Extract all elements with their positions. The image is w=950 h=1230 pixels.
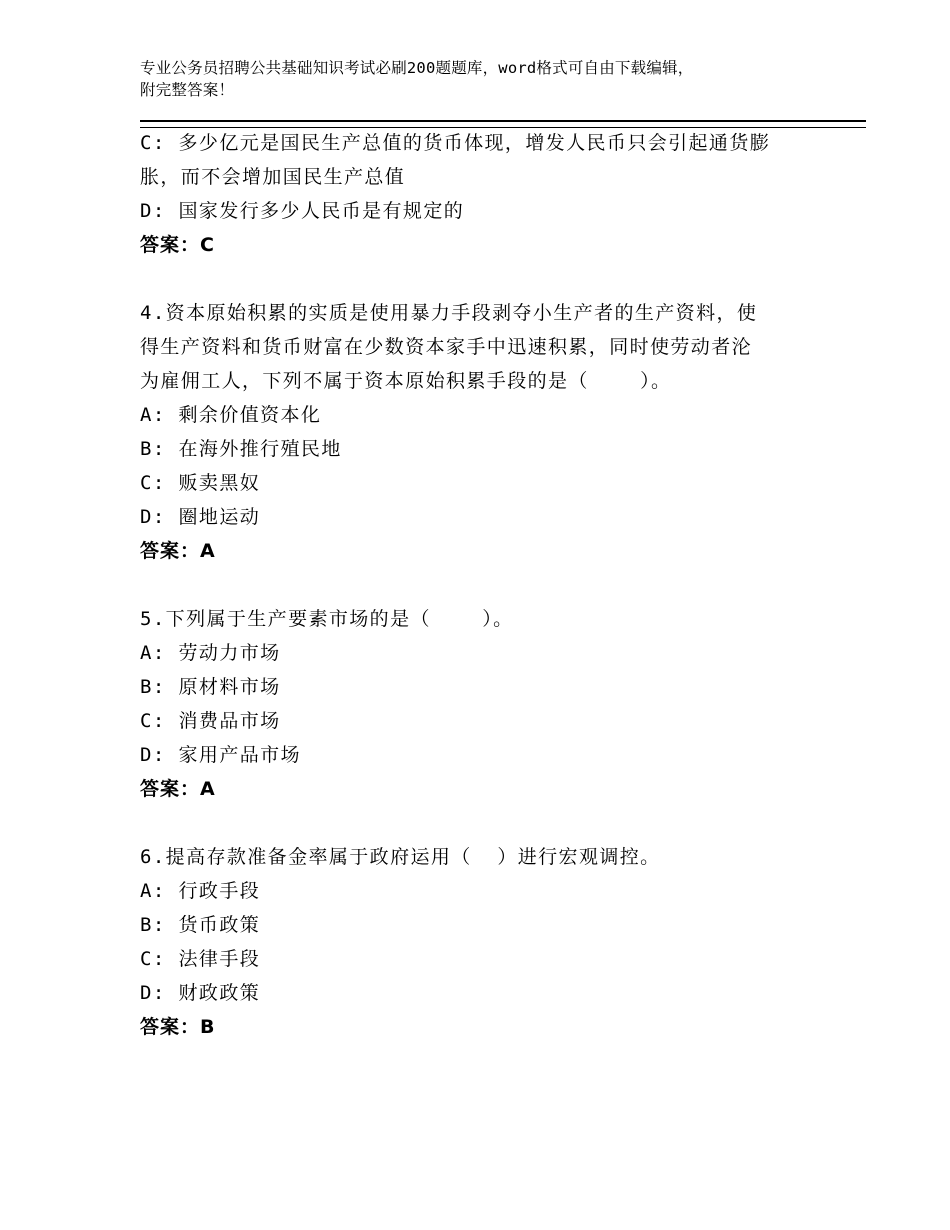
question-stem-line: 5.下列属于生产要素市场的是（ ）。 <box>140 608 514 630</box>
option-c: C: 贩卖黑奴 <box>140 472 261 494</box>
option-a: A: 剩余价值资本化 <box>140 404 322 426</box>
option-a: A: 行政手段 <box>140 880 261 902</box>
option-b: B: 在海外推行殖民地 <box>140 438 342 460</box>
header-line-2: 附完整答案！ <box>140 81 235 99</box>
question-stem-line: 为雇佣工人，下列不属于资本原始积累手段的是（ ）。 <box>140 370 672 392</box>
option-b: B: 货币政策 <box>140 914 261 936</box>
option-c-continued: 胀，而不会增加国民生产总值 <box>140 166 406 188</box>
question-3-continued <box>140 126 812 262</box>
option-d: D: 圈地运动 <box>140 506 261 528</box>
question-stem-line: 6.提高存款准备金率属于政府运用（ ）进行宏观调控。 <box>140 846 661 868</box>
option-c: C: 消费品市场 <box>140 710 281 732</box>
question-list <box>140 126 812 1044</box>
spacer <box>140 568 812 602</box>
answer-line: 答案：C <box>140 234 215 256</box>
page-header <box>140 57 840 101</box>
spacer <box>140 806 812 840</box>
answer-line: 答案：A <box>140 540 216 562</box>
question-stem-line: 得生产资料和货币财富在少数资本家手中迅速积累，同时使劳动者沦 <box>140 336 753 358</box>
option-d: D: 家用产品市场 <box>140 744 301 766</box>
option-b: B: 原材料市场 <box>140 676 281 698</box>
question-stem-line: 4.资本原始积累的实质是使用暴力手段剥夺小生产者的生产资料，使 <box>140 302 758 324</box>
option-d: D: 财政政策 <box>140 982 261 1004</box>
question-5 <box>140 602 812 806</box>
answer-line: 答案：B <box>140 1016 216 1038</box>
option-a: A: 劳动力市场 <box>140 642 281 664</box>
option-d: D: 国家发行多少人民币是有规定的 <box>140 200 465 222</box>
option-c: C: 多少亿元是国民生产总值的货币体现，增发人民币只会引起通货膨 <box>140 132 771 154</box>
spacer <box>140 262 812 296</box>
answer-line: 答案：A <box>140 778 216 800</box>
option-c: C: 法律手段 <box>140 948 261 970</box>
header-line-1: 专业公务员招聘公共基础知识考试必刷200题题库，word格式可自由下载编辑， <box>140 59 694 77</box>
question-4 <box>140 296 812 568</box>
question-6 <box>140 840 812 1044</box>
